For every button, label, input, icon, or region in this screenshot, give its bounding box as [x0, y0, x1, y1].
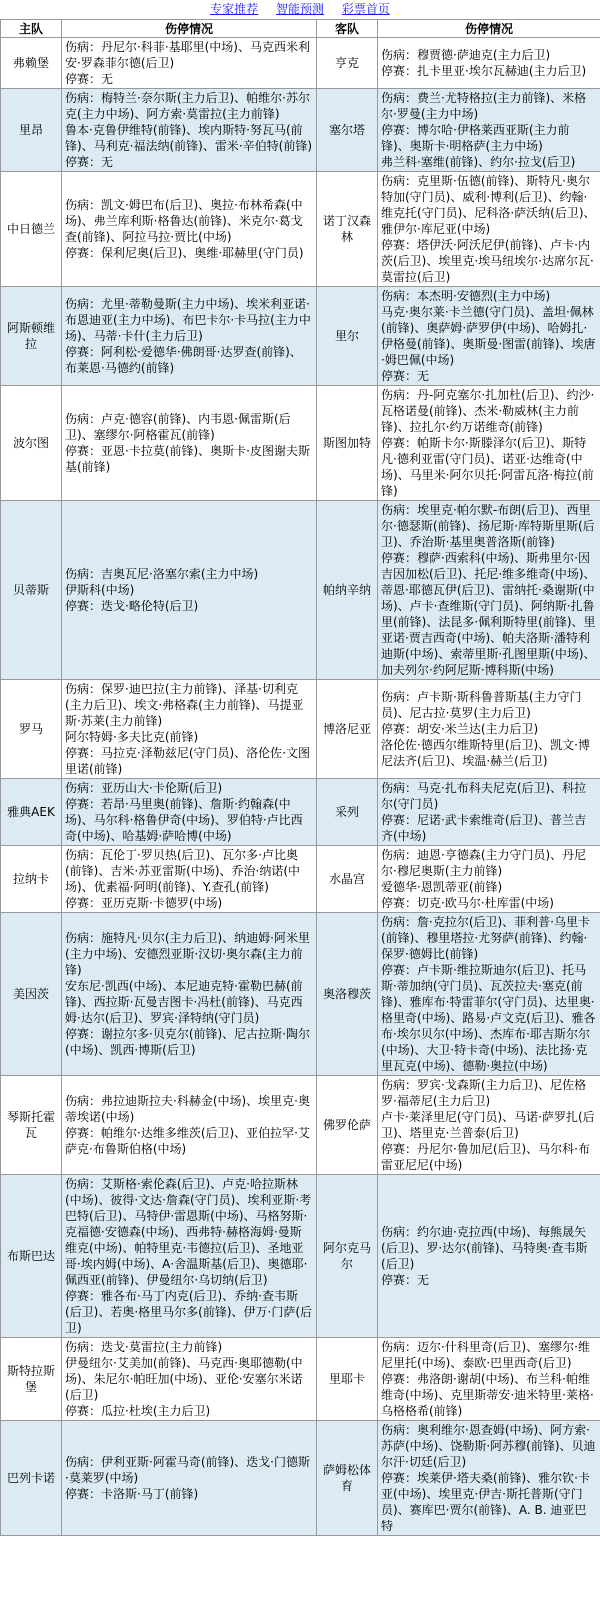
injury-line: 伤病：吉奥瓦尼·洛塞尔索(主力中场): [65, 567, 259, 581]
home-team-cell[interactable]: 中日德兰: [1, 172, 62, 287]
home-injury-cell: [62, 913, 317, 1076]
injury-line: 停赛：马拉克·泽勒兹尼(守门员)、洛伦佐·文图里诺(前锋): [65, 746, 310, 776]
injury-line: 伤病：弗拉迪斯拉夫·科赫金(中场)、埃里克·奥蒂埃诺(中场): [65, 1094, 310, 1124]
injury-line: 伊曼纽尔·艾美加(前锋)、马克西·奥耶德勒(中场)、朱尼尔·帕旺加(中场)、亚伦·安塞尔米诺(后卫): [65, 1356, 303, 1402]
injury-line: 伤病：迭戈·莫雷拉(主力前锋): [65, 1340, 223, 1354]
table-row: [1, 1076, 600, 1175]
injury-line: 停赛：谢拉尔多·贝克尔(前锋)、尼古拉斯·陶尔(中场)、凯西·博斯(后卫): [65, 1027, 310, 1057]
home-team-cell[interactable]: 里昂: [1, 89, 62, 172]
home-injury-cell: [62, 680, 317, 779]
home-injury-cell: [62, 846, 317, 913]
home-injury-cell: [62, 1338, 317, 1421]
injury-line: 停赛：无: [65, 72, 114, 86]
home-team-cell[interactable]: 阿斯顿维拉: [1, 287, 62, 386]
injury-line: 停赛：帕斯卡尔·斯滕泽尔(后卫)、斯特凡·德利亚雷(守门员)、诺亚·达维奇(中场)、马里米·阿尔贝托·阿雷瓦洛·梅拉(前锋): [381, 436, 594, 498]
injury-line: 停赛：亚历克斯·卡德罗(中场): [65, 896, 223, 910]
away-team-cell[interactable]: 帕纳辛纳: [317, 501, 378, 680]
home-team-cell[interactable]: 布斯巴达: [1, 1175, 62, 1338]
injury-line: 停赛：无: [65, 155, 114, 169]
injury-line: 伤病：施特凡·贝尔(主力后卫)、纳迪姆·阿米里(主力中场)、安德烈亚斯·汉切·奥尔森(主力前锋): [65, 931, 310, 977]
injury-line: 伤病：保罗·迪巴拉(主力前锋)、泽基·切利克(主力后卫)、埃文·弗格森(主力前锋)、马提亚斯·苏莱(主力前锋): [65, 682, 304, 728]
injury-line: 伤病：尤里·蒂勒曼斯(主力中场)、埃米利亚诺·布恩迪亚(主力中场)、布巴卡尔·卡马拉(主力中场)、马蒂·卡什(主力后卫): [65, 297, 311, 343]
away-injury-cell: [378, 287, 600, 386]
header-home-info: 伤停情况: [62, 20, 317, 38]
table-row: [1, 1338, 600, 1421]
injury-line: 马克·奥尔莱·卡兰德(守门员)、盖坦·佩林(前锋)、奥萨姆·萨罗伊(中场)、哈姆扎·伊格曼(前锋)、奥斯曼·图雷(前锋)、埃唐·姆巴佩(中场): [381, 305, 596, 367]
home-team-cell[interactable]: 波尔图: [1, 386, 62, 501]
injury-line: 停赛：亚恩·卡拉莫(前锋)、奥斯卡·皮图谢夫斯基(前锋): [65, 444, 310, 474]
injury-line: 伤病：瓦伦丁·罗贝热(后卫)、瓦尔多·卢比奥(前锋)、吉米·苏亚雷斯(中场)、乔治·纳诺(中场)、优素福·阿明(前锋)、Y.查孔(前锋): [65, 848, 301, 894]
home-injury-cell: [62, 501, 317, 680]
away-team-cell[interactable]: 博洛尼亚: [317, 680, 378, 779]
injury-line: 伤病：迈尔·什科里奇(后卫)、塞缪尔·维尼里托(中场)、泰欧·巴里西奇(后卫): [381, 1340, 590, 1370]
injury-line: 安东尼·凯西(中场)、本尼迪克特·霍勒巴赫(前锋)、西拉斯·瓦曼吉图卡·冯杜(前锋)、马克西姆·达尔(后卫)、罗宾·泽特纳(守门员): [65, 979, 303, 1025]
injury-line: 停赛：尼诺·武卡索维奇(后卫)、普兰吉齐(中场): [381, 813, 587, 843]
table-row: [1, 89, 600, 172]
away-injury-cell: [378, 1175, 600, 1338]
away-injury-cell: [378, 89, 600, 172]
home-injury-cell: [62, 1076, 317, 1175]
table-row: [1, 287, 600, 386]
injury-line: 伤病：马克·扎布科夫尼克(后卫)、科拉尔(守门员): [381, 781, 587, 811]
away-injury-cell: [378, 779, 600, 846]
home-team-cell[interactable]: 琴斯托霍瓦: [1, 1076, 62, 1175]
injury-line: 伤病：丹-阿克塞尔·扎加杜(后卫)、约沙·瓦格诺曼(前锋)、杰米·勒威林(主力前锋)、拉扎尔·约万诺维奇(前锋): [381, 388, 595, 434]
header-home-team: 主队: [1, 20, 62, 38]
home-team-cell[interactable]: 巴列卡诺: [1, 1421, 62, 1536]
away-injury-cell: [378, 913, 600, 1076]
home-injury-cell: [62, 1421, 317, 1536]
injury-line: 停赛：塔伊沃·阿沃尼伊(前锋)、卢卡·内茨(后卫)、埃里克·埃马纽埃尔·达席尔瓦·莫雷拉(后卫): [381, 238, 594, 284]
away-team-cell[interactable]: 水晶宫: [317, 846, 378, 913]
injury-line: 伤病：克里斯·伍德(前锋)、斯特凡·奥尔特加(守门员)、威利·博利(后卫)、约翰·维克托(守门员)、尼科洛·萨沃纳(后卫)、雅伊尔·库尼亚(中场): [381, 174, 596, 236]
home-team-cell[interactable]: 弗赖堡: [1, 38, 62, 89]
injury-line: 停赛：切克·欧马尔·杜库雷(中场): [381, 896, 554, 910]
table-row: [1, 846, 600, 913]
injury-line: 伤病：迪恩·亨德森(主力守门员)、丹尼尔·穆尼奥斯(主力前锋): [381, 848, 587, 878]
injury-line: 停赛：无: [381, 369, 430, 383]
home-injury-cell: [62, 1175, 317, 1338]
table-row: [1, 680, 600, 779]
home-injury-cell: [62, 779, 317, 846]
injury-line: 停赛：穆萨·西索科(中场)、斯弗里尔·因吉因加松(后卫)、托尼·维多维奇(中场)、蒂恩·耶德瓦伊(后卫)、雷纳托·桑谢斯(中场)、卢卡·查维斯(守门员)、阿纳斯·扎鲁里(前锋)、法昆多·佩利斯特里(前锋)、里亚诺·贾吉西奇(中场)、帕夫洛斯·潘特利迪斯(中场)、索蒂里斯·孔图里斯(中场)、加夫列尔·约阿尼斯·博科斯(中场): [381, 551, 596, 677]
away-team-cell[interactable]: 佛罗伦萨: [317, 1076, 378, 1175]
injury-line: 停赛：迭戈·略伦特(后卫): [65, 599, 199, 613]
nav-link-prediction[interactable]: 智能预测: [275, 2, 324, 16]
away-injury-cell: [378, 846, 600, 913]
injury-line: 停赛：保利尼奥(后卫)、奥维·耶赫里(守门员): [65, 246, 304, 260]
injury-line: 停赛：扎卡里亚·埃尔瓦赫迪(主力后卫): [381, 64, 587, 78]
header-away-info: 伤停情况: [378, 20, 600, 38]
table-row: [1, 1175, 600, 1338]
away-injury-cell: [378, 1338, 600, 1421]
injury-line: 伤病：丹尼尔·科菲·基耶里(中场)、马克西米利安·罗森菲尔德(后卫): [65, 40, 310, 70]
injury-line: 伤病：伊利亚斯·阿霍马奇(前锋)、迭戈·门德斯·莫莱罗(中场): [65, 1455, 310, 1485]
top-nav: [0, 0, 600, 19]
away-injury-cell: [378, 501, 600, 680]
table-body: [1, 38, 600, 1536]
home-team-cell[interactable]: 贝蒂斯: [1, 501, 62, 680]
injury-line: 伤病：亚历山大·卡伦斯(后卫): [65, 781, 223, 795]
injury-line: 伤病：奥利维尔·恩查姆(中场)、阿方索·苏萨(中场)、饶勒斯·阿苏穆(前锋)、贝迪尔汗·切廷(后卫): [381, 1423, 596, 1469]
home-team-cell[interactable]: 美因茨: [1, 913, 62, 1076]
injury-line: 停赛：弗洛朗·谢胡(中场)、布兰科·帕维维奇(中场)、克里斯蒂安·迪米特里·莱格·乌格格希(前锋): [381, 1372, 594, 1418]
table-row: [1, 913, 600, 1076]
table-header-row: [1, 20, 600, 38]
injury-line: 停赛：无: [381, 1273, 430, 1287]
injury-line: 停赛：帕维尔·达维多维茨(后卫)、亚伯拉罕·艾萨克·布鲁斯伯格(中场): [65, 1126, 310, 1156]
away-team-cell[interactable]: 里尔: [317, 287, 378, 386]
table-row: [1, 1421, 600, 1536]
away-team-cell[interactable]: 奥洛穆茨: [317, 913, 378, 1076]
nav-link-lottery-home[interactable]: 彩票首页: [341, 2, 390, 16]
injury-line: 停赛：博尔哈·伊格莱西亚斯(主力前锋)、奥斯卡·明格萨(主力中场): [381, 123, 570, 153]
table-row: [1, 172, 600, 287]
injury-line: 伤病：穆贾德·萨迪克(主力后卫): [381, 48, 551, 62]
injury-line: 停赛：卡洛斯·马丁(前锋): [65, 1487, 199, 1501]
away-team-cell[interactable]: 诺丁汉森林: [317, 172, 378, 287]
away-injury-cell: [378, 1421, 600, 1536]
table-row: [1, 779, 600, 846]
home-team-cell[interactable]: 雅典AEK: [1, 779, 62, 846]
injury-line: 洛伦佐·德西尔维斯特里(后卫)、凯文·博尼法齐(后卫)、埃温·赫兰(后卫): [381, 738, 590, 768]
injury-line: 伤病：约尔迪·克拉西(中场)、每熊晟矢(后卫)、罗·达尔(前锋)、马特奥·查韦斯(后卫): [381, 1225, 588, 1271]
injury-line: 伤病：梅特兰·奈尔斯(主力后卫)、帕维尔·苏尔克(主力中场)、阿方索·莫雷拉(主力前锋): [65, 91, 310, 121]
home-injury-cell: [62, 89, 317, 172]
away-injury-cell: [378, 386, 600, 501]
table-row: [1, 501, 600, 680]
injury-line: 伤病：本杰明·安德烈(主力中场): [381, 289, 551, 303]
injury-line: 伤病：卢克·德容(前锋)、内韦恩·佩雷斯(后卫)、塞缪尔·阿格霍瓦(前锋): [65, 412, 291, 442]
away-injury-cell: [378, 172, 600, 287]
injury-line: 伤病：费兰·尤特格拉(主力前锋)、米格尔·罗曼(主力中场): [381, 91, 587, 121]
injury-line: 伊斯科(中场): [65, 583, 135, 597]
injury-line: 弗兰科·塞维(前锋)、约尔·拉戈(后卫): [381, 155, 576, 169]
injury-line: 停赛：丹尼尔·鲁加尼(后卫)、马尔科·布雷亚尼尼(中场): [381, 1142, 590, 1172]
injury-table: [0, 19, 600, 1536]
away-team-cell[interactable]: 采列: [317, 779, 378, 846]
nav-link-expert[interactable]: 专家推荐: [210, 2, 259, 16]
home-team-cell[interactable]: 罗马: [1, 680, 62, 779]
away-injury-cell: [378, 680, 600, 779]
home-injury-cell: [62, 386, 317, 501]
injury-line: 伤病：凯文·姆巴布(后卫)、奥拉·布林希森(中场)、弗兰库利斯·格鲁达(前锋)、米克尔·葛戈查(前锋)、阿拉马拉·贾比(中场): [65, 198, 303, 244]
away-injury-cell: [378, 1076, 600, 1175]
injury-line: 伤病：埃里克·帕尔默-布朗(后卫)、西里尔·德瑟斯(前锋)、扬尼斯·库特斯里斯(后卫)、乔治斯·基里奥普洛斯(前锋): [381, 503, 595, 549]
injury-line: 伤病：罗宾·戈森斯(主力后卫)、尼佐格罗·福蒂尼(主力后卫): [381, 1078, 587, 1108]
home-injury-cell: [62, 172, 317, 287]
injury-line: 爱德华·恩凯蒂亚(前锋): [381, 880, 503, 894]
away-team-cell[interactable]: 塞尔塔: [317, 89, 378, 172]
injury-line: 阿尔特姆·多夫比克(前锋): [65, 730, 199, 744]
away-team-cell[interactable]: 斯图加特: [317, 386, 378, 501]
away-team-cell[interactable]: 亨克: [317, 38, 378, 89]
home-team-cell[interactable]: 斯特拉斯堡: [1, 1338, 62, 1421]
away-team-cell[interactable]: 里耶卡: [317, 1338, 378, 1421]
away-team-cell[interactable]: 萨姆松体育: [317, 1421, 378, 1536]
injury-line: 停赛：卢卡斯·维拉斯迪尔(后卫)、托马斯·蒂加纳(守门员)、瓦茨拉夫·塞克(前锋)、雅库布·特雷菲尔(守门员)、达里奥·格里奇(中场)、路易·卢文克(后卫)、雅各布·埃尔贝尔(中场)、杰库布·耶吉斯尔尔(中场)、大卫·特卡奇(中场)、法比扬·克里瓦克(中场)、德勒·奥拉(中场): [381, 963, 596, 1073]
table-row: [1, 386, 600, 501]
injury-line: 停赛：阿利松·爱德华·佛朗哥·达罗查(前锋)、布莱恩·马德约(前锋): [65, 345, 302, 375]
home-injury-cell: [62, 287, 317, 386]
injury-line: 卢卡·莱泽里尼(守门员)、马诺·萨罗扎(后卫)、塔里克·兰普泰(后卫): [381, 1110, 595, 1140]
away-injury-cell: [378, 38, 600, 89]
home-injury-cell: [62, 38, 317, 89]
injury-line: 停赛：埃莱伊·塔夫桑(前锋)、雅尔钦·卡亚(中场)、埃里克·伊吉·斯托普斯(守门员)、赛库巴·贾尔(前锋)、A. B. 迪亚巴特: [381, 1471, 590, 1533]
injury-line: 伤病：卢卡斯·斯科鲁普斯基(主力守门员)、尼古拉·莫罗(主力后卫): [381, 690, 582, 720]
away-team-cell[interactable]: 阿尔克马尔: [317, 1175, 378, 1338]
injury-line: 停赛：雅各布·马丁内克(后卫)、乔纳·查韦斯(后卫)、若奥·格里马尔多(前锋)、伊万·门萨(后卫): [65, 1289, 313, 1335]
injury-line: 停赛：若昂·马里奥(前锋)、詹斯·约翰森(中场)、马尔科·格鲁伊奇(中场)、罗伯特·卢比西奇(中场)、哈基姆·萨哈博(中场): [65, 797, 303, 843]
table-row: [1, 38, 600, 89]
injury-line: 停赛：瓜拉·杜埃(主力后卫): [65, 1404, 211, 1418]
injury-line: 停赛：胡安·米兰达(主力后卫): [381, 722, 539, 736]
injury-line: 伤病：詹·克拉尔(后卫)、菲利普·乌里卡(前锋)、穆里塔拉·尤努萨(前锋)、约翰·保罗·德姆比(前锋): [381, 915, 590, 961]
home-team-cell[interactable]: 拉纳卡: [1, 846, 62, 913]
injury-line: 鲁本·克鲁伊维特(前锋)、埃内斯特·努瓦马(前锋)、马利克·福法纳(前锋)、雷米·辛伯特(前锋): [65, 123, 313, 153]
injury-line: 伤病：艾斯格·索伦森(后卫)、卢克·哈拉斯林(中场)、彼得·文达·詹森(守门员)、埃利亚斯·考巴特(后卫)、马特伊·雷恩斯(中场)、马格努斯·克福德·安德森(中场)、西弗特·赫格海姆·曼斯维克(中场)、帕特里克·韦德拉(后卫)、圣地亚哥·埃内姆(中场)、A·舍温斯基(后卫)、奥德耶·佩西亚(前锋)、伊曼纽尔·乌切纳(后卫): [65, 1177, 312, 1287]
header-away-team: 客队: [317, 20, 378, 38]
